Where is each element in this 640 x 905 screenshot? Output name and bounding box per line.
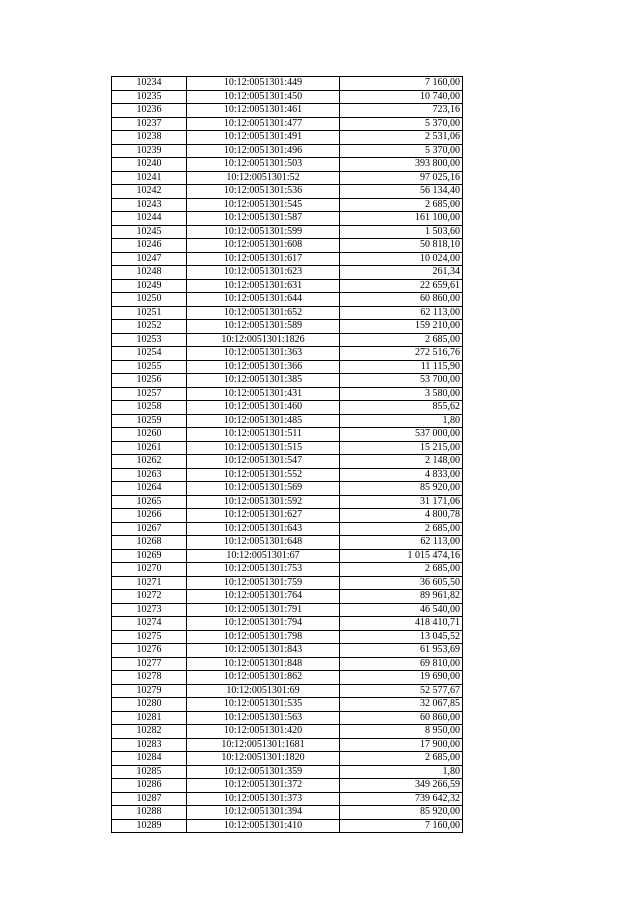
cadastral-number-cell: 10:12:0051301:461: [187, 104, 340, 118]
row-number-cell: 10286: [112, 779, 187, 793]
table-row: [112, 752, 463, 766]
cadastral-number-cell: 10:12:0051301:759: [187, 576, 340, 590]
table-row: [112, 239, 463, 253]
cadastral-number-cell: 10:12:0051301:69: [187, 684, 340, 698]
cadastral-value-cell: 85 920,00: [340, 482, 463, 496]
cadastral-value-cell: 31 171,06: [340, 495, 463, 509]
cadastral-value-cell: 5 370,00: [340, 117, 463, 131]
table-row: [112, 738, 463, 752]
cadastral-value-cell: 52 577,67: [340, 684, 463, 698]
cadastral-value-cell: 61 953,69: [340, 644, 463, 658]
cadastral-value-cell: 46 540,00: [340, 603, 463, 617]
cadastral-value-cell: 855,62: [340, 401, 463, 415]
row-number-cell: 10277: [112, 657, 187, 671]
table-row: [112, 401, 463, 415]
row-number-cell: 10240: [112, 158, 187, 172]
cadastral-value-cell: 10 024,00: [340, 252, 463, 266]
cadastral-value-cell: 62 113,00: [340, 306, 463, 320]
row-number-cell: 10234: [112, 77, 187, 91]
cadastral-number-cell: 10:12:0051301:631: [187, 279, 340, 293]
table-row: [112, 792, 463, 806]
cadastral-number-cell: 10:12:0051301:460: [187, 401, 340, 415]
table-row: [112, 144, 463, 158]
cadastral-number-cell: 10:12:0051301:450: [187, 90, 340, 104]
table-row: [112, 320, 463, 334]
cadastral-number-cell: 10:12:0051301:431: [187, 387, 340, 401]
cadastral-value-cell: 4 800,78: [340, 509, 463, 523]
row-number-cell: 10268: [112, 536, 187, 550]
row-number-cell: 10251: [112, 306, 187, 320]
cadastral-value-cell: 7 160,00: [340, 77, 463, 91]
row-number-cell: 10273: [112, 603, 187, 617]
cadastral-value-cell: 10 740,00: [340, 90, 463, 104]
cadastral-number-cell: 10:12:0051301:652: [187, 306, 340, 320]
cadastral-value-cell: 7 160,00: [340, 819, 463, 833]
table-row: [112, 212, 463, 226]
cadastral-number-cell: 10:12:0051301:848: [187, 657, 340, 671]
table-row: [112, 360, 463, 374]
table-row: [112, 455, 463, 469]
cadastral-value-cell: 2 531,06: [340, 131, 463, 145]
table-row: [112, 279, 463, 293]
cadastral-number-cell: 10:12:0051301:587: [187, 212, 340, 226]
table-row: [112, 131, 463, 145]
cadastral-value-cell: 97 025,16: [340, 171, 463, 185]
cadastral-number-cell: 10:12:0051301:359: [187, 765, 340, 779]
cadastral-number-cell: 10:12:0051301:545: [187, 198, 340, 212]
table-row: [112, 374, 463, 388]
cadastral-number-cell: 10:12:0051301:511: [187, 428, 340, 442]
row-number-cell: 10264: [112, 482, 187, 496]
row-number-cell: 10258: [112, 401, 187, 415]
table-row: [112, 414, 463, 428]
cadastral-number-cell: 10:12:0051301:1826: [187, 333, 340, 347]
row-number-cell: 10237: [112, 117, 187, 131]
table-row: [112, 225, 463, 239]
cadastral-value-cell: 159 210,00: [340, 320, 463, 334]
cadastral-value-cell: 15 215,00: [340, 441, 463, 455]
cadastral-number-cell: 10:12:0051301:547: [187, 455, 340, 469]
cadastral-value-cell: 2 685,00: [340, 522, 463, 536]
table-row: [112, 590, 463, 604]
cadastral-number-cell: 10:12:0051301:363: [187, 347, 340, 361]
cadastral-number-cell: 10:12:0051301:373: [187, 792, 340, 806]
cadastral-value-cell: 1 015 474,16: [340, 549, 463, 563]
cadastral-value-cell: 2 685,00: [340, 198, 463, 212]
table-row: [112, 630, 463, 644]
row-number-cell: 10245: [112, 225, 187, 239]
cadastral-number-cell: 10:12:0051301:485: [187, 414, 340, 428]
row-number-cell: 10266: [112, 509, 187, 523]
cadastral-number-cell: 10:12:0051301:843: [187, 644, 340, 658]
row-number-cell: 10235: [112, 90, 187, 104]
cadastral-number-cell: 10:12:0051301:536: [187, 185, 340, 199]
row-number-cell: 10249: [112, 279, 187, 293]
table-row: [112, 347, 463, 361]
cadastral-number-cell: 10:12:0051301:1681: [187, 738, 340, 752]
cadastral-value-cell: 60 860,00: [340, 293, 463, 307]
row-number-cell: 10272: [112, 590, 187, 604]
cadastral-number-cell: 10:12:0051301:503: [187, 158, 340, 172]
cadastral-value-cell: 85 920,00: [340, 806, 463, 820]
row-number-cell: 10288: [112, 806, 187, 820]
cadastral-number-cell: 10:12:0051301:791: [187, 603, 340, 617]
cadastral-number-cell: 10:12:0051301:491: [187, 131, 340, 145]
table-row: [112, 468, 463, 482]
cadastral-value-cell: 4 833,00: [340, 468, 463, 482]
row-number-cell: 10276: [112, 644, 187, 658]
table-row: [112, 603, 463, 617]
cadastral-value-cell: 723,16: [340, 104, 463, 118]
row-number-cell: 10254: [112, 347, 187, 361]
table-row: [112, 441, 463, 455]
cadastral-value-cell: 22 659,61: [340, 279, 463, 293]
table-row: [112, 158, 463, 172]
row-number-cell: 10284: [112, 752, 187, 766]
row-number-cell: 10274: [112, 617, 187, 631]
row-number-cell: 10239: [112, 144, 187, 158]
row-number-cell: 10259: [112, 414, 187, 428]
cadastral-value-cell: 62 113,00: [340, 536, 463, 550]
cadastral-number-cell: 10:12:0051301:764: [187, 590, 340, 604]
table-row: [112, 495, 463, 509]
table-row: [112, 806, 463, 820]
cadastral-number-cell: 10:12:0051301:644: [187, 293, 340, 307]
cadastral-value-cell: 89 961,82: [340, 590, 463, 604]
cadastral-number-cell: 10:12:0051301:366: [187, 360, 340, 374]
row-number-cell: 10279: [112, 684, 187, 698]
table-row: [112, 657, 463, 671]
cadastral-value-cell: 11 115,90: [340, 360, 463, 374]
row-number-cell: 10238: [112, 131, 187, 145]
table-row: [112, 617, 463, 631]
row-number-cell: 10283: [112, 738, 187, 752]
table-row: [112, 77, 463, 91]
table-row: [112, 387, 463, 401]
row-number-cell: 10247: [112, 252, 187, 266]
cadastral-number-cell: 10:12:0051301:552: [187, 468, 340, 482]
cadastral-value-cell: 50 818,10: [340, 239, 463, 253]
cadastral-number-cell: 10:12:0051301:394: [187, 806, 340, 820]
table-row: [112, 725, 463, 739]
row-number-cell: 10253: [112, 333, 187, 347]
table-row: [112, 536, 463, 550]
row-number-cell: 10280: [112, 698, 187, 712]
cadastral-value-cell: 393 800,00: [340, 158, 463, 172]
cadastral-number-cell: 10:12:0051301:569: [187, 482, 340, 496]
table-row: [112, 563, 463, 577]
cadastral-number-cell: 10:12:0051301:608: [187, 239, 340, 253]
row-number-cell: 10242: [112, 185, 187, 199]
row-number-cell: 10241: [112, 171, 187, 185]
cadastral-value-cell: 161 100,00: [340, 212, 463, 226]
cadastral-number-cell: 10:12:0051301:862: [187, 671, 340, 685]
table-row: [112, 684, 463, 698]
table-row: [112, 711, 463, 725]
cadastral-number-cell: 10:12:0051301:798: [187, 630, 340, 644]
cadastral-number-cell: 10:12:0051301:643: [187, 522, 340, 536]
row-number-cell: 10248: [112, 266, 187, 280]
table-row: [112, 266, 463, 280]
cadastral-value-cell: 19 690,00: [340, 671, 463, 685]
row-number-cell: 10287: [112, 792, 187, 806]
table-row: [112, 779, 463, 793]
cadastral-number-cell: 10:12:0051301:52: [187, 171, 340, 185]
table-row: [112, 819, 463, 833]
table-row: [112, 765, 463, 779]
cadastral-number-cell: 10:12:0051301:410: [187, 819, 340, 833]
row-number-cell: 10289: [112, 819, 187, 833]
table-row: [112, 117, 463, 131]
cadastral-value-cell: 2 148,00: [340, 455, 463, 469]
row-number-cell: 10282: [112, 725, 187, 739]
table-row: [112, 576, 463, 590]
cadastral-number-cell: 10:12:0051301:592: [187, 495, 340, 509]
table-row: [112, 185, 463, 199]
row-number-cell: 10257: [112, 387, 187, 401]
cadastral-value-cell: 32 067,85: [340, 698, 463, 712]
row-number-cell: 10236: [112, 104, 187, 118]
table-row: [112, 171, 463, 185]
cadastral-number-cell: 10:12:0051301:563: [187, 711, 340, 725]
table-row: [112, 333, 463, 347]
row-number-cell: 10260: [112, 428, 187, 442]
table-row: [112, 522, 463, 536]
row-number-cell: 10281: [112, 711, 187, 725]
cadastral-value-cell: 2 685,00: [340, 333, 463, 347]
cadastral-value-cell: 349 266,59: [340, 779, 463, 793]
table-row: [112, 698, 463, 712]
cadastral-number-cell: 10:12:0051301:794: [187, 617, 340, 631]
cadastral-number-cell: 10:12:0051301:623: [187, 266, 340, 280]
row-number-cell: 10275: [112, 630, 187, 644]
cadastral-value-cell: 56 134,40: [340, 185, 463, 199]
table-row: [112, 104, 463, 118]
row-number-cell: 10246: [112, 239, 187, 253]
table-row: [112, 428, 463, 442]
row-number-cell: 10255: [112, 360, 187, 374]
cadastral-number-cell: 10:12:0051301:617: [187, 252, 340, 266]
table-row: [112, 252, 463, 266]
table-body: [112, 77, 463, 833]
cadastral-value-cell: 1 503,60: [340, 225, 463, 239]
cadastral-value-cell: 418 410,71: [340, 617, 463, 631]
row-number-cell: 10261: [112, 441, 187, 455]
cadastral-number-cell: 10:12:0051301:648: [187, 536, 340, 550]
cadastral-number-cell: 10:12:0051301:753: [187, 563, 340, 577]
cadastral-number-cell: 10:12:0051301:515: [187, 441, 340, 455]
cadastral-value-cell: 739 642,32: [340, 792, 463, 806]
cadastral-number-cell: 10:12:0051301:589: [187, 320, 340, 334]
row-number-cell: 10262: [112, 455, 187, 469]
cadastral-number-cell: 10:12:0051301:420: [187, 725, 340, 739]
table-row: [112, 482, 463, 496]
table-row: [112, 671, 463, 685]
table-row: [112, 549, 463, 563]
cadastral-number-cell: 10:12:0051301:1820: [187, 752, 340, 766]
row-number-cell: 10267: [112, 522, 187, 536]
table-row: [112, 90, 463, 104]
row-number-cell: 10250: [112, 293, 187, 307]
cadastral-value-table: [111, 76, 463, 833]
cadastral-value-cell: 3 580,00: [340, 387, 463, 401]
cadastral-value-cell: 8 950,00: [340, 725, 463, 739]
cadastral-value-cell: 36 605,50: [340, 576, 463, 590]
row-number-cell: 10278: [112, 671, 187, 685]
cadastral-value-cell: 1,80: [340, 765, 463, 779]
cadastral-number-cell: 10:12:0051301:385: [187, 374, 340, 388]
cadastral-value-cell: 13 045,52: [340, 630, 463, 644]
cadastral-number-cell: 10:12:0051301:496: [187, 144, 340, 158]
cadastral-value-cell: 53 700,00: [340, 374, 463, 388]
row-number-cell: 10270: [112, 563, 187, 577]
cadastral-value-cell: 537 000,00: [340, 428, 463, 442]
cadastral-number-cell: 10:12:0051301:67: [187, 549, 340, 563]
cadastral-value-cell: 272 516,76: [340, 347, 463, 361]
table-row: [112, 644, 463, 658]
cadastral-value-cell: 1,80: [340, 414, 463, 428]
row-number-cell: 10244: [112, 212, 187, 226]
row-number-cell: 10252: [112, 320, 187, 334]
cadastral-number-cell: 10:12:0051301:477: [187, 117, 340, 131]
table-row: [112, 293, 463, 307]
cadastral-value-cell: 17 900,00: [340, 738, 463, 752]
row-number-cell: 10269: [112, 549, 187, 563]
row-number-cell: 10285: [112, 765, 187, 779]
cadastral-value-cell: 60 860,00: [340, 711, 463, 725]
row-number-cell: 10243: [112, 198, 187, 212]
row-number-cell: 10265: [112, 495, 187, 509]
cadastral-value-cell: 2 685,00: [340, 752, 463, 766]
cadastral-value-cell: 2 685,00: [340, 563, 463, 577]
cadastral-number-cell: 10:12:0051301:372: [187, 779, 340, 793]
cadastral-value-cell: 261,34: [340, 266, 463, 280]
table-row: [112, 306, 463, 320]
cadastral-number-cell: 10:12:0051301:535: [187, 698, 340, 712]
row-number-cell: 10256: [112, 374, 187, 388]
table-row: [112, 509, 463, 523]
cadastral-number-cell: 10:12:0051301:599: [187, 225, 340, 239]
row-number-cell: 10263: [112, 468, 187, 482]
row-number-cell: 10271: [112, 576, 187, 590]
table-row: [112, 198, 463, 212]
cadastral-number-cell: 10:12:0051301:449: [187, 77, 340, 91]
cadastral-value-cell: 69 810,00: [340, 657, 463, 671]
cadastral-value-cell: 5 370,00: [340, 144, 463, 158]
cadastral-number-cell: 10:12:0051301:627: [187, 509, 340, 523]
